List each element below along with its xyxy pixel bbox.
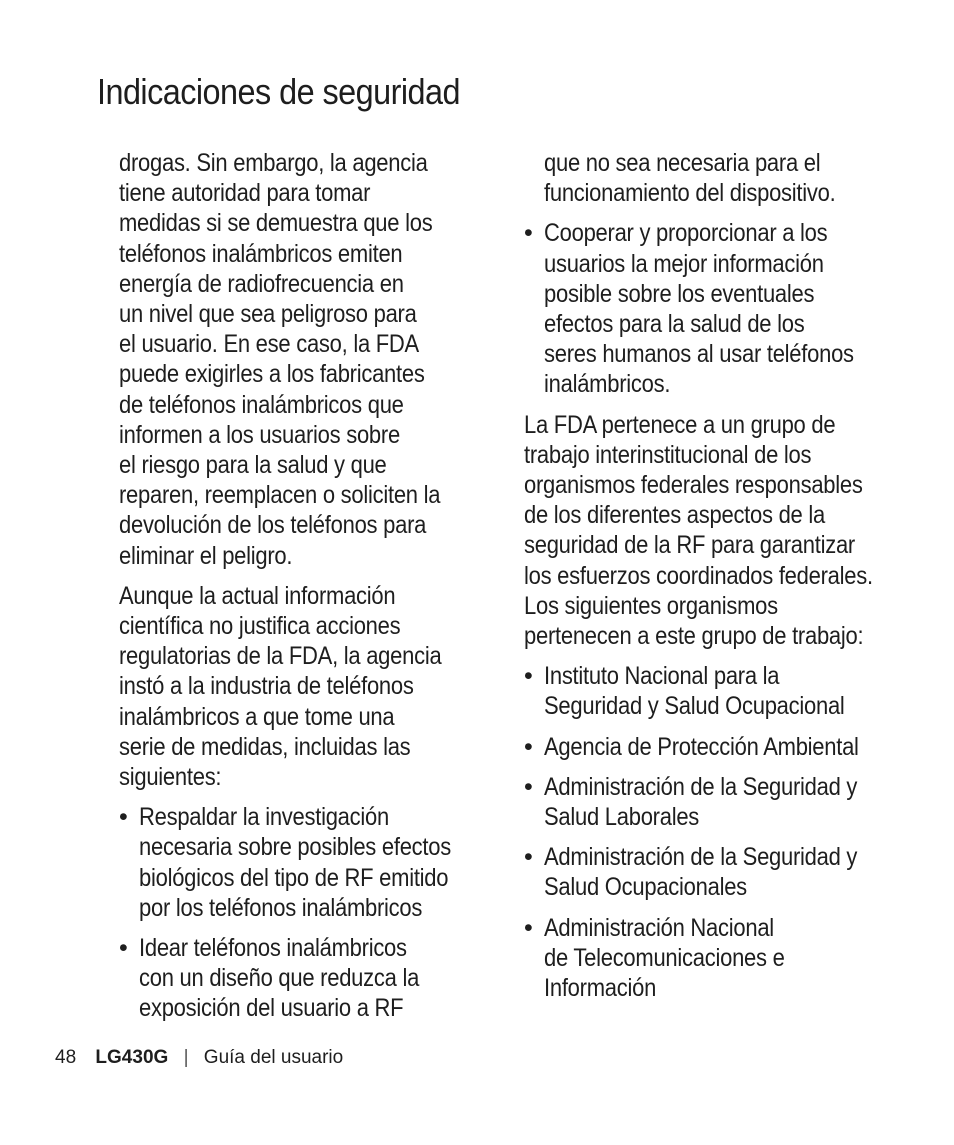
paragraph-fda-authority	[119, 148, 509, 571]
text-line: científica no justifica acciones	[119, 612, 401, 641]
text-line: necesaria sobre posibles efectos	[139, 833, 451, 862]
text-line: posible sobre los eventuales	[544, 279, 815, 308]
text-line: de Telecomunicaciones e	[544, 943, 785, 972]
text-line: Seguridad y Salud Ocupacional	[544, 692, 845, 721]
text-line: drogas. Sin embargo, la agencia	[119, 149, 428, 177]
text-line: puede exigirles a los fabricantes	[119, 360, 425, 389]
bullet-text	[139, 933, 509, 1024]
bullet-dot: •	[524, 913, 533, 942]
bullet-occupational-safety	[524, 842, 919, 902]
text-line: un nivel que sea peligroso para	[119, 300, 417, 329]
paragraph-current-information	[119, 581, 509, 792]
bullet-text	[544, 842, 919, 902]
text-line: Cooperar y proporcionar a los	[544, 219, 828, 248]
text-line: devolución de los teléfonos para	[119, 511, 427, 540]
text-line: organismos federales responsables	[524, 471, 863, 500]
bullet-text	[544, 732, 919, 762]
text-line: trabajo interinstitucional de los	[524, 440, 812, 469]
text-line: efectos para la salud de los	[544, 310, 805, 339]
right-column	[524, 148, 919, 1013]
left-column	[119, 148, 509, 1034]
bullet-support-research	[119, 802, 509, 923]
text-line: Administración de la Seguridad y	[544, 843, 858, 872]
text-line: exposición del usuario a RF	[139, 994, 404, 1023]
text-line: siguientes:	[119, 763, 222, 792]
text-line: Aunque la actual información	[119, 581, 396, 610]
bullet-epa	[524, 732, 919, 762]
model-name: LG430G	[95, 1047, 169, 1068]
bullet-text	[544, 772, 919, 832]
text-line: teléfonos inalámbricos emiten	[119, 239, 403, 268]
page-footer	[55, 1045, 343, 1071]
bullet-dot: •	[524, 662, 533, 691]
bullet-dot: •	[524, 219, 533, 248]
text-line: reparen, reemplacen o soliciten la	[119, 481, 441, 510]
text-line: Instituto Nacional para la	[544, 662, 780, 691]
text-line: por los teléfonos inalámbricos	[139, 893, 423, 922]
bullet-osha	[524, 772, 919, 832]
guide-name: Guía del usuario	[203, 1047, 344, 1068]
text-line: biológicos del tipo de RF emitido	[139, 863, 449, 892]
text-line: pertenecen a este grupo de trabajo:	[524, 622, 864, 651]
page-number: 48	[55, 1047, 77, 1068]
text-line: energía de radiofrecuencia en	[119, 269, 404, 298]
paragraph-fda-working-group	[524, 410, 919, 652]
text-line: Los siguientes organismos	[524, 591, 778, 620]
bullet-text	[139, 802, 509, 923]
text-line: el usuario. En ese caso, la FDA	[119, 330, 419, 359]
text-line: medidas si se demuestra que los	[119, 209, 433, 238]
bullet-ntia	[524, 913, 919, 1004]
bullet-dot: •	[524, 772, 533, 801]
bullet-text	[544, 661, 919, 721]
bullet-text	[544, 218, 919, 399]
text-line: seres humanos al usar teléfonos	[544, 340, 854, 369]
text-line: seguridad de la RF para garantizar	[524, 531, 856, 560]
text-line: el riesgo para la salud y que	[119, 451, 387, 480]
bullet-dot: •	[119, 934, 128, 963]
bullet-dot: •	[524, 843, 533, 872]
text-line: Información	[544, 974, 657, 1003]
text-line: Salud Laborales	[544, 803, 700, 832]
bullet-text	[544, 913, 919, 1004]
text-line: inalámbricos a que tome una	[119, 702, 395, 731]
text-line: regulatorias de la FDA, la agencia	[119, 642, 442, 671]
text-line: inalámbricos.	[544, 370, 671, 399]
bullet-niosh	[524, 661, 919, 721]
text-line: eliminar el peligro.	[119, 541, 293, 570]
bullet-continuation	[524, 148, 919, 208]
text-line: instó a la industria de teléfonos	[119, 672, 414, 701]
text-line: usuarios la mejor información	[544, 249, 824, 278]
text-line: tiene autoridad para tomar	[119, 179, 371, 208]
text-line: Administración Nacional	[544, 913, 774, 942]
text-line: con un diseño que reduzca la	[139, 964, 420, 993]
text-line: Administración de la Seguridad y	[544, 772, 858, 801]
bullet-design-phones	[119, 933, 509, 1024]
bullet-dot: •	[119, 803, 128, 832]
text-line: de teléfonos inalámbricos que	[119, 390, 404, 419]
text-line: La FDA pertenece a un grupo de	[524, 410, 836, 439]
text-line: Respaldar la investigación	[139, 803, 389, 832]
text-line: Idear teléfonos inalámbricos	[139, 934, 407, 963]
text-line: de los diferentes aspectos de la	[524, 501, 825, 530]
text-line: serie de medidas, incluidas las	[119, 732, 411, 761]
bullet-cooperate	[524, 218, 919, 399]
text-line: Salud Ocupacionales	[544, 873, 747, 902]
page-title: Indicaciones de seguridad	[97, 71, 460, 112]
text-line: Agencia de Protección Ambiental	[544, 732, 859, 761]
bullet-dot: •	[524, 732, 533, 761]
footer-separator: |	[183, 1047, 189, 1068]
text-line: que no sea necesaria para el	[544, 149, 821, 177]
text-line: informen a los usuarios sobre	[119, 420, 400, 449]
text-line: los esfuerzos coordinados federales.	[524, 561, 873, 590]
text-line: funcionamiento del dispositivo.	[544, 179, 836, 208]
